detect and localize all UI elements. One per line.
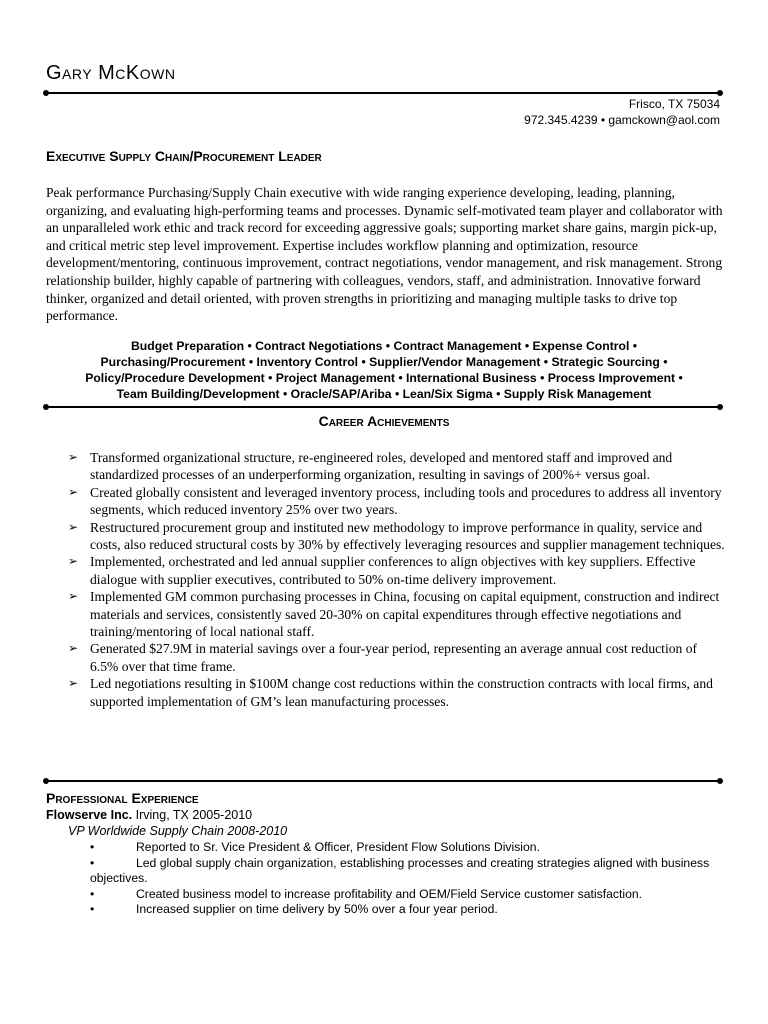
experience-title: Professional Experience — [46, 790, 199, 806]
achievements-title: Career Achievements — [318, 413, 450, 429]
list-item: ➢ Implemented, orchestrated and led annual supplier conferences to align objectives with key suppliers. Effective dialogue with supplier executives, contributed to 50% on-time delivery improvement. — [68, 554, 696, 587]
skills-divider — [46, 406, 720, 408]
arrow-bullet-icon: ➢ — [68, 554, 79, 569]
arrow-bullet-icon: ➢ — [68, 676, 79, 691]
arrow-bullet-icon: ➢ — [68, 519, 79, 534]
arrow-bullet-icon: ➢ — [68, 484, 79, 499]
list-item: • Increased supplier on time delivery by 50% over a four year period. — [90, 902, 498, 917]
achievements-list — [68, 449, 728, 710]
summary-paragraph: Peak performance Purchasing/Supply Chain executive with wide ranging experience developing, leading, planning, organizing, and evaluating high-performing teams and processes. Dynamic self-motivated team player and collaborator with an unparalleled work ethic and track record for exceeding aggressive goals; supporting market share gains, margin pick-up, and critical metric step level improvement. Expertise includes workflow planning and optimization, resource development/mentoring, continuous improvement, contract negotiations, vendor management, and risk management. Strong relationship builder, highly capable of partnering with colleagues, vendors, staff, and administration. Innovative forward thinker, organized and detail oriented, with proven strengths in prioritizing and managing multiple tasks to drive top performance. — [46, 185, 723, 324]
list-item: ➢ Transformed organizational structure, re-engineered roles, developed and mentored staff and improved and standardized processes of an underperforming organization, resulting in savings of 200%+ versus goal. — [68, 450, 673, 483]
candidate-name: Gary McKown — [46, 62, 176, 84]
arrow-bullet-icon: ➢ — [68, 450, 79, 464]
list-item: ➢ Restructured procurement group and instituted new methodology to improve performance in quality, service and costs, also reduced structural costs by 30% by effectively leveraging resources and supplier management techniques. — [68, 519, 725, 553]
bullet-icon: • — [90, 840, 95, 854]
skills-block — [46, 338, 722, 402]
company-name: Flowserve Inc. — [46, 808, 133, 822]
list-item: ➢ Implemented GM common purchasing processes in China, focusing on capital equipment, construction and indirect materials and services, consistently saved 20-30% on capital expenditures through effective negotiations and training/mentoring of local national staff. — [68, 589, 720, 640]
company-location-dates: Irving, TX 2005-2010 — [132, 808, 253, 822]
bullet-icon: • — [90, 902, 95, 917]
skills-line: Team Building/Development • Oracle/SAP/Ariba • Lean/Six Sigma • Supply Risk Management — [116, 387, 652, 401]
arrow-bullet-icon: ➢ — [68, 641, 79, 656]
list-item: ➢ Led negotiations resulting in $100M change cost reductions within the construction contracts with local firms, and supported implementation of GM’s lean manufacturing processes. — [68, 676, 713, 709]
list-item: • Created business model to increase profitability and OEM/Field Service customer satisfaction. — [90, 886, 643, 901]
list-item: • Led global supply chain organization, establishing processes and creating strategies aligned with business objectives. — [90, 855, 710, 886]
contact-block — [524, 96, 720, 128]
skills-line: Budget Preparation • Contract Negotiations • Contract Management • Expense Control • — [131, 339, 637, 353]
arrow-bullet-icon: ➢ — [68, 589, 79, 604]
bullet-icon: • — [90, 855, 95, 870]
list-item: ➢ Created globally consistent and leveraged inventory process, including tools and procedures to address all inventory segments, which reduced inventory 25% over two years. — [68, 484, 722, 518]
company-line — [46, 808, 252, 822]
skills-line: Policy/Procedure Development • Project Management • International Business • Process Improvement • — [85, 371, 683, 385]
header-divider — [46, 92, 720, 94]
bullet-icon: • — [90, 886, 95, 901]
job-title: VP Worldwide Supply Chain 2008-2010 — [68, 824, 288, 838]
contact-phone-email: 972.345.4239 • gamckown@aol.com — [524, 113, 720, 127]
headline: Executive Supply Chain/Procurement Leader — [46, 148, 322, 164]
list-item: • Reported to Sr. Vice President & Officer, President Flow Solutions Division. — [90, 840, 540, 854]
experience-list — [90, 840, 720, 918]
contact-city: Frisco, TX 75034 — [628, 97, 720, 111]
list-item: ➢ Generated $27.9M in material savings over a four-year period, representing an average annual cost reduction of 6.5% over that time frame. — [68, 641, 698, 674]
experience-divider — [46, 780, 720, 782]
skills-line: Purchasing/Procurement • Inventory Control • Supplier/Vendor Management • Strategic Sourcing • — [100, 355, 668, 369]
